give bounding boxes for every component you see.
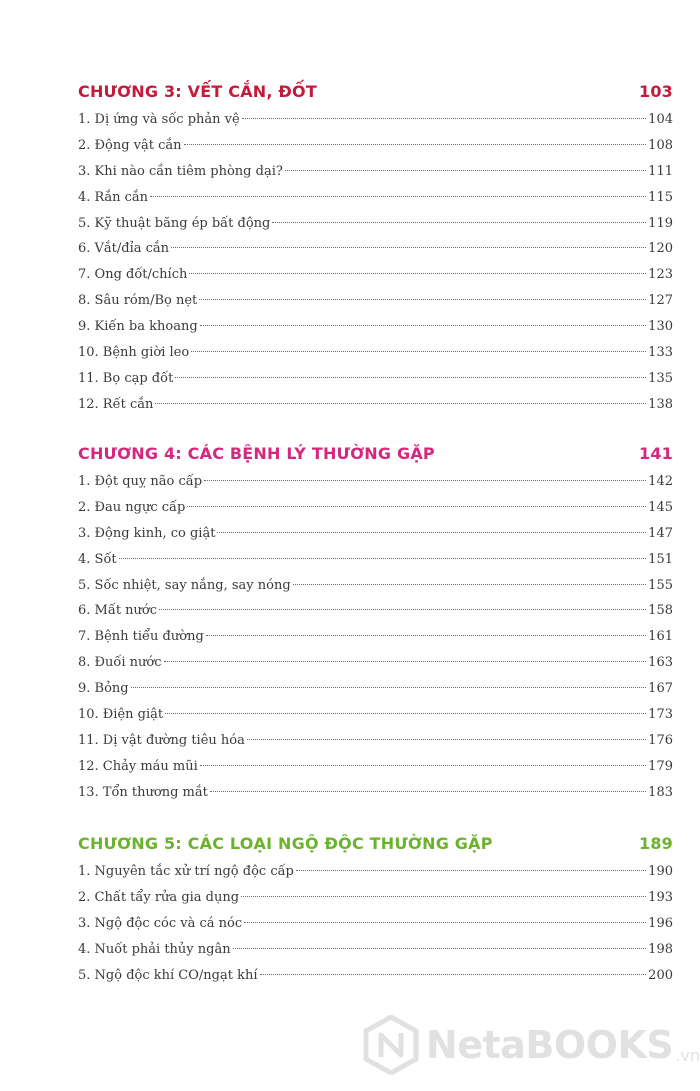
entry-title: 2. Động vật cắn: [78, 137, 182, 153]
toc-entry[interactable]: [78, 859, 673, 885]
entry-page-number: 163: [648, 655, 673, 671]
dot-leader: [204, 480, 646, 481]
entry-page-number: 142: [648, 474, 673, 489]
netabooks-logo-icon: [362, 1015, 420, 1075]
entry-page-number: 130: [648, 319, 673, 335]
dot-leader: [155, 403, 646, 404]
entry-title: 7. Bệnh tiểu đường: [78, 629, 204, 645]
entry-list: [78, 469, 673, 806]
chapter-section: [78, 829, 673, 988]
entry-page-number: 115: [648, 189, 673, 205]
toc-entry[interactable]: [78, 288, 673, 314]
entry-page-number: 123: [648, 267, 673, 283]
entry-page-number: 138: [648, 396, 673, 412]
entry-title: 4. Sốt: [78, 551, 117, 567]
toc-entry[interactable]: [78, 495, 673, 521]
dot-leader: [242, 118, 646, 119]
entry-page-number: 111: [648, 163, 673, 179]
chapter-title: CHƯƠNG 3: VẾT CẮN, ĐỐT: [78, 82, 317, 101]
dot-leader: [217, 532, 646, 533]
watermark: [362, 1015, 700, 1075]
toc-entry[interactable]: [78, 598, 673, 624]
dot-leader: [165, 713, 646, 714]
toc-entry[interactable]: [78, 937, 673, 963]
entry-page-number: 151: [648, 551, 673, 567]
entry-title: 5. Ngộ độc khí CO/ngạt khí: [78, 967, 258, 983]
dot-leader: [233, 948, 647, 949]
entry-page-number: 104: [648, 112, 673, 127]
entry-page-number: 133: [648, 345, 673, 361]
toc-entry[interactable]: [78, 963, 673, 989]
entry-page-number: 183: [648, 784, 673, 800]
toc-entry[interactable]: [78, 521, 673, 547]
toc-entry[interactable]: [78, 728, 673, 754]
dot-leader: [164, 661, 647, 662]
entry-page-number: 190: [648, 864, 673, 879]
toc-entry[interactable]: [78, 107, 673, 133]
dot-leader: [247, 739, 646, 740]
entry-title: 5. Kỹ thuật băng ép bất động: [78, 215, 271, 231]
entry-page-number: 147: [648, 525, 673, 541]
dot-leader: [200, 765, 646, 766]
chapter-page-number: 103: [639, 82, 673, 101]
dot-leader: [189, 273, 646, 274]
dot-leader: [244, 922, 646, 923]
entry-page-number: 127: [648, 293, 673, 309]
entry-title: 12. Rết cắn: [78, 396, 154, 412]
toc-entry[interactable]: [78, 754, 673, 780]
dot-leader: [293, 584, 647, 585]
chapter-page-number: 189: [639, 834, 673, 853]
dot-leader: [119, 558, 647, 559]
dot-leader: [184, 144, 647, 145]
toc-entry[interactable]: [78, 366, 673, 392]
toc-entry[interactable]: [78, 236, 673, 262]
entry-title: 3. Khi nào cần tiêm phòng dại?: [78, 163, 283, 179]
entry-title: 6. Vắt/đỉa cắn: [78, 241, 170, 257]
dot-leader: [171, 247, 646, 248]
chapter-title: CHƯƠNG 5: CÁC LOẠI NGỘ ĐỘC THƯỜNG GẶP: [78, 834, 493, 853]
dot-leader: [199, 299, 646, 300]
entry-title: 1. Nguyên tắc xử trí ngộ độc cấp: [78, 864, 294, 879]
entry-title: 1. Dị ứng và sốc phản vệ: [78, 112, 240, 127]
entry-title: 8. Đuối nước: [78, 655, 162, 671]
toc-entry[interactable]: [78, 211, 673, 237]
toc-entry[interactable]: [78, 133, 673, 159]
toc-entry[interactable]: [78, 885, 673, 911]
entry-title: 8. Sâu róm/Bọ nẹt: [78, 293, 198, 309]
entry-page-number: 176: [648, 732, 673, 748]
entry-page-number: 179: [648, 758, 673, 774]
chapter-title: CHƯƠNG 4: CÁC BỆNH LÝ THƯỜNG GẶP: [78, 444, 435, 463]
dot-leader: [285, 170, 646, 171]
chapter-page-number: 141: [639, 444, 673, 463]
dot-leader: [272, 222, 646, 223]
entry-title: 1. Đột quỵ não cấp: [78, 474, 203, 489]
entry-title: 2. Chất tẩy rửa gia dụng: [78, 889, 240, 905]
watermark-text: NetaBOOKS: [426, 1023, 674, 1067]
chapter-heading[interactable]: [78, 77, 673, 107]
toc-entry[interactable]: [78, 262, 673, 288]
dot-leader: [131, 687, 647, 688]
entry-page-number: 119: [648, 215, 673, 231]
entry-title: 11. Bọ cạp đốt: [78, 370, 174, 386]
toc-entry[interactable]: [78, 676, 673, 702]
entry-page-number: 167: [648, 681, 673, 697]
entry-list: [78, 859, 673, 988]
dot-leader: [159, 609, 646, 610]
entry-page-number: 135: [648, 370, 673, 386]
entry-page-number: 200: [648, 967, 673, 983]
dot-leader: [187, 506, 646, 507]
watermark-suffix: .vn: [675, 1046, 700, 1065]
toc-entry[interactable]: [78, 702, 673, 728]
dot-leader: [175, 377, 646, 378]
entry-title: 13. Tổn thương mắt: [78, 784, 208, 800]
toc-entry[interactable]: [78, 392, 673, 418]
entry-title: 3. Ngộ độc cóc và cá nóc: [78, 915, 243, 931]
dot-leader: [210, 791, 646, 792]
entry-title: 4. Rắn cắn: [78, 189, 148, 205]
entry-title: 4. Nuốt phải thủy ngân: [78, 941, 231, 957]
toc-entry[interactable]: [78, 547, 673, 573]
entry-title: 12. Chảy máu mũi: [78, 758, 198, 774]
entry-page-number: 198: [648, 941, 673, 957]
chapter-heading[interactable]: [78, 829, 673, 859]
dot-leader: [260, 974, 647, 975]
toc-entry[interactable]: [78, 340, 673, 366]
entry-title: 10. Bệnh giời leo: [78, 345, 190, 361]
dot-leader: [296, 870, 646, 871]
chapter-section: [78, 77, 673, 418]
chapter-heading[interactable]: [78, 439, 673, 469]
entry-list: [78, 107, 673, 418]
entry-page-number: 145: [648, 499, 673, 515]
entry-title: 2. Đau ngực cấp: [78, 499, 186, 515]
entry-title: 7. Ong đốt/chích: [78, 267, 188, 283]
entry-page-number: 108: [648, 137, 673, 153]
toc-entry[interactable]: [78, 780, 673, 806]
entry-title: 11. Dị vật đường tiêu hóa: [78, 732, 245, 748]
toc-entry[interactable]: [78, 650, 673, 676]
toc-entry[interactable]: [78, 469, 673, 495]
dot-leader: [241, 896, 646, 897]
toc-entry[interactable]: [78, 573, 673, 599]
entry-page-number: 161: [648, 629, 673, 645]
toc-entry[interactable]: [78, 185, 673, 211]
entry-title: 5. Sốc nhiệt, say nắng, say nóng: [78, 577, 291, 593]
dot-leader: [191, 351, 646, 352]
entry-page-number: 120: [648, 241, 673, 257]
toc-entry[interactable]: [78, 159, 673, 185]
entry-title: 9. Kiến ba khoang: [78, 319, 198, 335]
toc-entry[interactable]: [78, 624, 673, 650]
dot-leader: [206, 635, 646, 636]
entry-title: 9. Bỏng: [78, 681, 129, 697]
entry-title: 3. Động kinh, co giật: [78, 525, 216, 541]
entry-page-number: 196: [648, 915, 673, 931]
entry-page-number: 173: [648, 707, 673, 723]
entry-title: 6. Mất nước: [78, 603, 158, 619]
dot-leader: [150, 196, 646, 197]
entry-title: 10. Điện giật: [78, 707, 164, 723]
entry-page-number: 193: [648, 889, 673, 905]
entry-page-number: 155: [648, 577, 673, 593]
entry-page-number: 158: [648, 603, 673, 619]
dot-leader: [200, 325, 647, 326]
chapter-section: [78, 439, 673, 806]
toc-entry[interactable]: [78, 911, 673, 937]
toc-entry[interactable]: [78, 314, 673, 340]
